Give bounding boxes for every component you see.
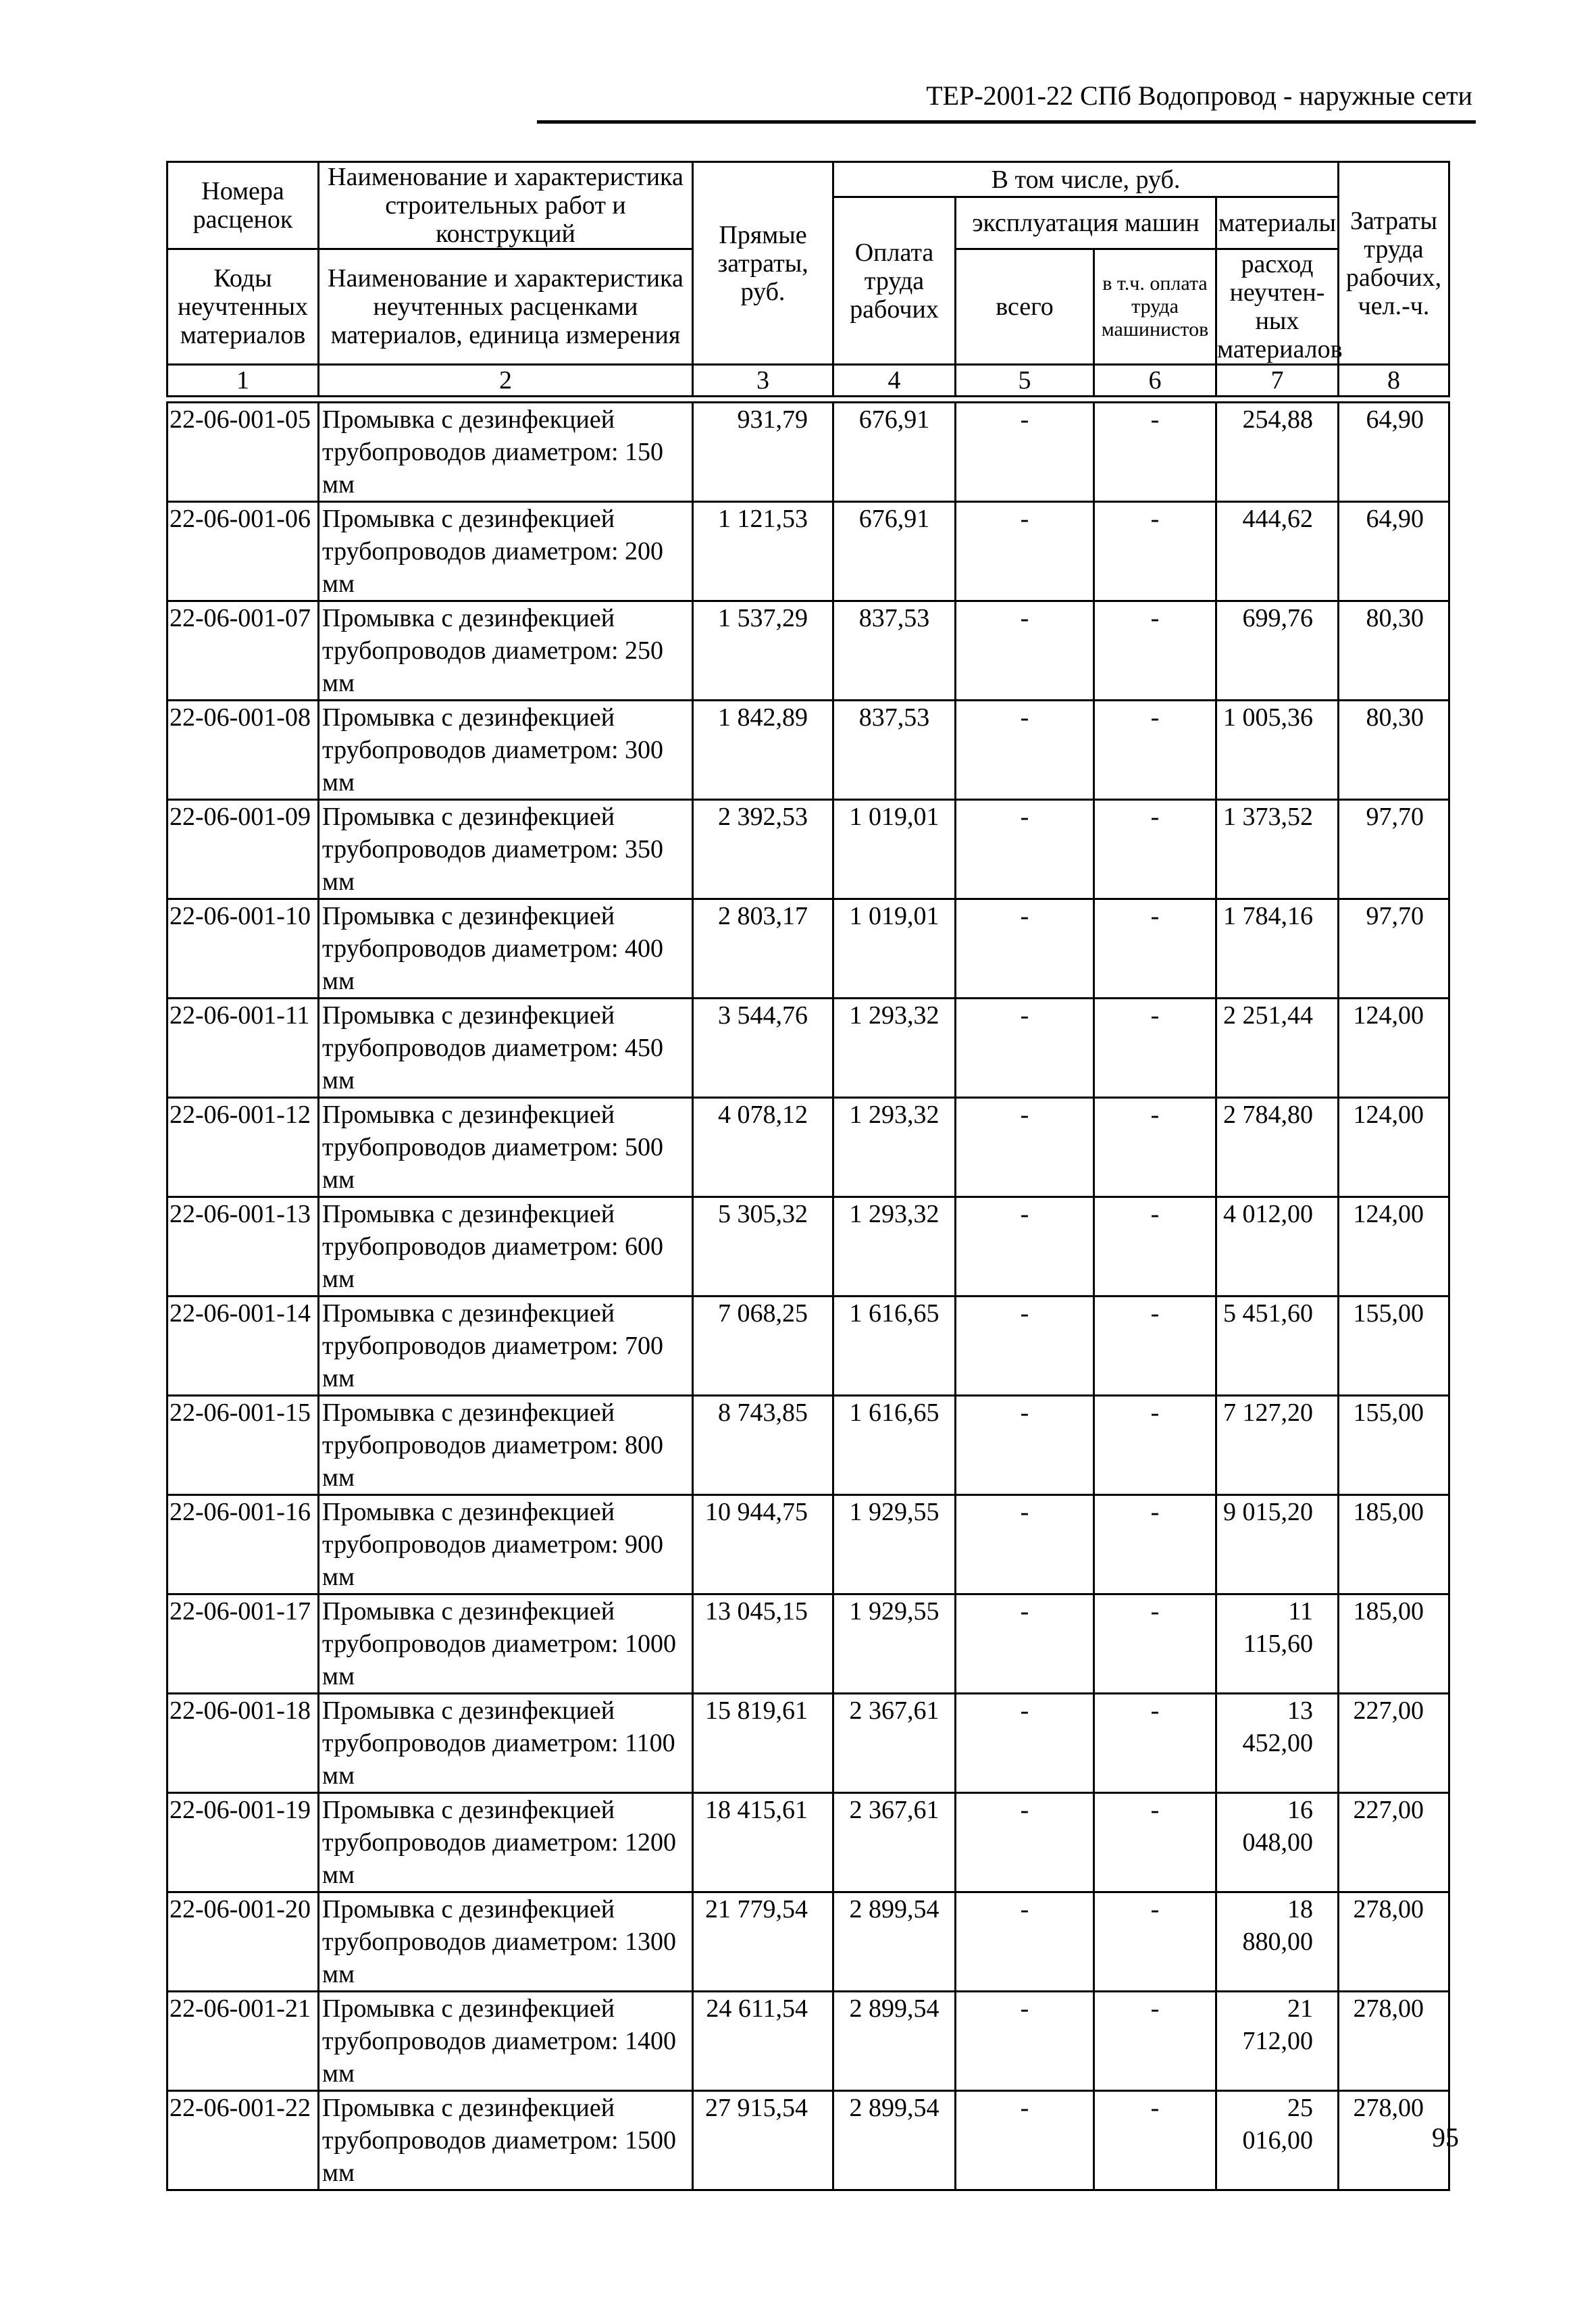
table-row	[168, 1297, 1449, 1396]
rate-code: 22-06-001-20	[168, 1892, 319, 1992]
worker-pay-value: 1 019,01	[833, 800, 956, 899]
work-description: Промывка с дезинфекцией трубопроводов диаметром: 350 мм	[319, 800, 693, 899]
materials-value: 25 016,00	[1216, 2091, 1339, 2190]
work-description: Промывка с дезинфекцией трубопроводов диаметром: 1500 мм	[319, 2091, 693, 2190]
col-header-name-bottom: Наименование и характеристика неучтенных расценками материалов, единица измерения	[319, 249, 693, 365]
machinists-pay-value: -	[1094, 403, 1216, 502]
machines-total-value: -	[956, 502, 1094, 601]
machinists-pay-value: -	[1094, 1694, 1216, 1793]
machinists-pay-value: -	[1094, 1197, 1216, 1297]
table-row	[168, 1793, 1449, 1892]
direct-costs-value: 27 915,54	[693, 2091, 833, 2190]
labor-hours-value: 278,00	[1339, 1992, 1449, 2091]
page-number: 95	[1432, 2122, 1459, 2153]
worker-pay-value: 1 293,32	[833, 1197, 956, 1297]
labor-hours-value: 185,00	[1339, 1495, 1449, 1594]
rate-code: 22-06-001-05	[168, 403, 319, 502]
col-header-direct-costs: Прямые затраты, руб.	[693, 162, 833, 365]
rate-code: 22-06-001-06	[168, 502, 319, 601]
header-rule	[537, 120, 1476, 124]
direct-costs-value: 1 537,29	[693, 601, 833, 701]
materials-value: 21 712,00	[1216, 1992, 1339, 2091]
rate-code: 22-06-001-19	[168, 1793, 319, 1892]
col-number: 3	[693, 365, 833, 397]
work-description: Промывка с дезинфекцией трубопроводов диаметром: 400 мм	[319, 899, 693, 999]
work-description: Промывка с дезинфекцией трубопроводов диаметром: 1100 мм	[319, 1694, 693, 1793]
table-row	[168, 800, 1449, 899]
machinists-pay-value: -	[1094, 1396, 1216, 1495]
rate-code: 22-06-001-11	[168, 999, 319, 1098]
col-header-codes-top: Номера расценок	[168, 162, 319, 249]
col-number: 7	[1216, 365, 1339, 397]
table-row	[168, 1694, 1449, 1793]
machines-total-value: -	[956, 1495, 1094, 1594]
col-header-machines-group: эксплуатация машин	[956, 197, 1216, 249]
col-header-worker-pay: Оплата труда рабочих	[833, 197, 956, 365]
table-row	[168, 1892, 1449, 1992]
machinists-pay-value: -	[1094, 502, 1216, 601]
machinists-pay-value: -	[1094, 1992, 1216, 2091]
direct-costs-value: 10 944,75	[693, 1495, 833, 1594]
col-number: 6	[1094, 365, 1216, 397]
worker-pay-value: 676,91	[833, 502, 956, 601]
rate-code: 22-06-001-14	[168, 1297, 319, 1396]
labor-hours-value: 124,00	[1339, 999, 1449, 1098]
col-number: 5	[956, 365, 1094, 397]
rate-code: 22-06-001-17	[168, 1594, 319, 1694]
rate-code: 22-06-001-10	[168, 899, 319, 999]
work-description: Промывка с дезинфекцией трубопроводов диаметром: 450 мм	[319, 999, 693, 1098]
machinists-pay-value: -	[1094, 2091, 1216, 2190]
direct-costs-value: 4 078,12	[693, 1098, 833, 1197]
rate-code: 22-06-001-09	[168, 800, 319, 899]
work-description: Промывка с дезинфекцией трубопроводов диаметром: 500 мм	[319, 1098, 693, 1197]
machinists-pay-value: -	[1094, 1297, 1216, 1396]
direct-costs-value: 5 305,32	[693, 1197, 833, 1297]
table-row	[168, 502, 1449, 601]
table-row	[168, 899, 1449, 999]
work-description: Промывка с дезинфекцией трубопроводов диаметром: 800 мм	[319, 1396, 693, 1495]
worker-pay-value: 837,53	[833, 701, 956, 800]
materials-value: 2 251,44	[1216, 999, 1339, 1098]
table-row	[168, 1992, 1449, 2091]
rate-code: 22-06-001-13	[168, 1197, 319, 1297]
col-number: 1	[168, 365, 319, 397]
work-description: Промывка с дезинфекцией трубопроводов диаметром: 600 мм	[319, 1197, 693, 1297]
machinists-pay-value: -	[1094, 1793, 1216, 1892]
direct-costs-value: 13 045,15	[693, 1594, 833, 1694]
direct-costs-value: 1 121,53	[693, 502, 833, 601]
labor-hours-value: 80,30	[1339, 601, 1449, 701]
machines-total-value: -	[956, 1297, 1094, 1396]
table-header	[166, 161, 1450, 397]
work-description: Промывка с дезинфекцией трубопроводов диаметром: 1400 мм	[319, 1992, 693, 2091]
machines-total-value: -	[956, 1694, 1094, 1793]
machinists-pay-value: -	[1094, 601, 1216, 701]
materials-value: 699,76	[1216, 601, 1339, 701]
machinists-pay-value: -	[1094, 701, 1216, 800]
materials-value: 1 784,16	[1216, 899, 1339, 999]
table-row	[168, 1197, 1449, 1297]
rate-code: 22-06-001-15	[168, 1396, 319, 1495]
work-description: Промывка с дезинфекцией трубопроводов диаметром: 1200 мм	[319, 1793, 693, 1892]
rates-table	[166, 401, 1450, 2191]
machines-total-value: -	[956, 1396, 1094, 1495]
materials-value: 2 784,80	[1216, 1098, 1339, 1197]
col-number: 8	[1339, 365, 1449, 397]
labor-hours-value: 64,90	[1339, 502, 1449, 601]
machinists-pay-value: -	[1094, 1892, 1216, 1992]
work-description: Промывка с дезинфекцией трубопроводов диаметром: 900 мм	[319, 1495, 693, 1594]
worker-pay-value: 1 929,55	[833, 1495, 956, 1594]
work-description: Промывка с дезинфекцией трубопроводов диаметром: 1300 мм	[319, 1892, 693, 1992]
labor-hours-value: 64,90	[1339, 403, 1449, 502]
materials-value: 11 115,60	[1216, 1594, 1339, 1694]
col-number: 2	[319, 365, 693, 397]
machines-total-value: -	[956, 899, 1094, 999]
direct-costs-value: 18 415,61	[693, 1793, 833, 1892]
table-row	[168, 1396, 1449, 1495]
table-row	[168, 403, 1449, 502]
direct-costs-value: 3 544,76	[693, 999, 833, 1098]
materials-value: 5 451,60	[1216, 1297, 1339, 1396]
labor-hours-value: 227,00	[1339, 1694, 1449, 1793]
rate-code: 22-06-001-16	[168, 1495, 319, 1594]
rate-code: 22-06-001-12	[168, 1098, 319, 1197]
machines-total-value: -	[956, 1594, 1094, 1694]
materials-value: 1 005,36	[1216, 701, 1339, 800]
rate-code: 22-06-001-21	[168, 1992, 319, 2091]
work-description: Промывка с дезинфекцией трубопроводов диаметром: 700 мм	[319, 1297, 693, 1396]
direct-costs-value: 21 779,54	[693, 1892, 833, 1992]
materials-value: 9 015,20	[1216, 1495, 1339, 1594]
table-row	[168, 999, 1449, 1098]
worker-pay-value: 837,53	[833, 601, 956, 701]
rate-code: 22-06-001-18	[168, 1694, 319, 1793]
machinists-pay-value: -	[1094, 999, 1216, 1098]
worker-pay-value: 1 293,32	[833, 999, 956, 1098]
table-row	[168, 1098, 1449, 1197]
worker-pay-value: 2 899,54	[833, 2091, 956, 2190]
machines-total-value: -	[956, 403, 1094, 502]
work-description: Промывка с дезинфекцией трубопроводов диаметром: 1000 мм	[319, 1594, 693, 1694]
labor-hours-value: 97,70	[1339, 899, 1449, 999]
machines-total-value: -	[956, 800, 1094, 899]
direct-costs-value: 8 743,85	[693, 1396, 833, 1495]
labor-hours-value: 80,30	[1339, 701, 1449, 800]
col-header-name-top: Наименование и характеристика строительных работ и конструкций	[319, 162, 693, 249]
rate-code: 22-06-001-08	[168, 701, 319, 800]
direct-costs-value: 2 803,17	[693, 899, 833, 999]
materials-value: 7 127,20	[1216, 1396, 1339, 1495]
materials-value: 13 452,00	[1216, 1694, 1339, 1793]
labor-hours-value: 124,00	[1339, 1098, 1449, 1197]
table-row	[168, 2091, 1449, 2190]
worker-pay-value: 2 899,54	[833, 1992, 956, 2091]
materials-value: 254,88	[1216, 403, 1339, 502]
direct-costs-value: 1 842,89	[693, 701, 833, 800]
machines-total-value: -	[956, 1892, 1094, 1992]
col-header-unaccounted-materials: расход неучтен-ных материалов	[1217, 250, 1343, 363]
machines-total-value: -	[956, 1098, 1094, 1197]
worker-pay-value: 1 293,32	[833, 1098, 956, 1197]
labor-hours-value: 278,00	[1339, 1892, 1449, 1992]
machinists-pay-value: -	[1094, 1098, 1216, 1197]
col-header-machinists-pay: в т.ч. оплата труда машинистов	[1094, 249, 1216, 365]
table-row	[168, 1594, 1449, 1694]
table-row	[168, 701, 1449, 800]
materials-value: 16 048,00	[1216, 1793, 1339, 1892]
machines-total-value: -	[956, 1197, 1094, 1297]
worker-pay-value: 1 616,65	[833, 1297, 956, 1396]
work-description: Промывка с дезинфекцией трубопроводов диаметром: 150 мм	[319, 403, 693, 502]
work-description: Промывка с дезинфекцией трубопроводов диаметром: 200 мм	[319, 502, 693, 601]
worker-pay-value: 1 929,55	[833, 1594, 956, 1694]
materials-value: 18 880,00	[1216, 1892, 1339, 1992]
direct-costs-value: 931,79	[693, 403, 833, 502]
col-number: 4	[833, 365, 956, 397]
col-header-labor-hours: Затраты труда рабочих, чел.-ч.	[1339, 162, 1449, 365]
machines-total-value: -	[956, 1793, 1094, 1892]
machines-total-value: -	[956, 601, 1094, 701]
rate-code: 22-06-001-22	[168, 2091, 319, 2190]
materials-value: 4 012,00	[1216, 1197, 1339, 1297]
col-header-including-group: В том числе, руб.	[833, 162, 1339, 197]
rate-code: 22-06-001-07	[168, 601, 319, 701]
labor-hours-value: 185,00	[1339, 1594, 1449, 1694]
worker-pay-value: 1 616,65	[833, 1396, 956, 1495]
direct-costs-value: 15 819,61	[693, 1694, 833, 1793]
materials-value: 444,62	[1216, 502, 1339, 601]
labor-hours-value: 97,70	[1339, 800, 1449, 899]
machinists-pay-value: -	[1094, 800, 1216, 899]
machinists-pay-value: -	[1094, 899, 1216, 999]
col-header-codes-bottom: Коды неучтенных материалов	[168, 249, 319, 365]
work-description: Промывка с дезинфекцией трубопроводов диаметром: 250 мм	[319, 601, 693, 701]
page-header-title: ТЕР-2001-22 СПб Водопровод - наружные сети	[926, 80, 1472, 111]
worker-pay-value: 2 367,61	[833, 1694, 956, 1793]
labor-hours-value: 278,00	[1339, 2091, 1449, 2190]
machinists-pay-value: -	[1094, 1594, 1216, 1694]
worker-pay-value: 1 019,01	[833, 899, 956, 999]
worker-pay-value: 676,91	[833, 403, 956, 502]
table-row	[168, 1495, 1449, 1594]
direct-costs-value: 7 068,25	[693, 1297, 833, 1396]
machinists-pay-value: -	[1094, 1495, 1216, 1594]
materials-value: 1 373,52	[1216, 800, 1339, 899]
labor-hours-value: 155,00	[1339, 1297, 1449, 1396]
machines-total-value: -	[956, 999, 1094, 1098]
labor-hours-value: 227,00	[1339, 1793, 1449, 1892]
machines-total-value: -	[956, 2091, 1094, 2190]
machines-total-value: -	[956, 701, 1094, 800]
table-row	[168, 601, 1449, 701]
direct-costs-value: 2 392,53	[693, 800, 833, 899]
labor-hours-value: 155,00	[1339, 1396, 1449, 1495]
work-description: Промывка с дезинфекцией трубопроводов диаметром: 300 мм	[319, 701, 693, 800]
direct-costs-value: 24 611,54	[693, 1992, 833, 2091]
col-header-materials-group: материалы	[1216, 197, 1339, 249]
worker-pay-value: 2 899,54	[833, 1892, 956, 1992]
worker-pay-value: 2 367,61	[833, 1793, 956, 1892]
machines-total-value: -	[956, 1992, 1094, 2091]
col-header-machines-total: всего	[956, 249, 1094, 365]
labor-hours-value: 124,00	[1339, 1197, 1449, 1297]
